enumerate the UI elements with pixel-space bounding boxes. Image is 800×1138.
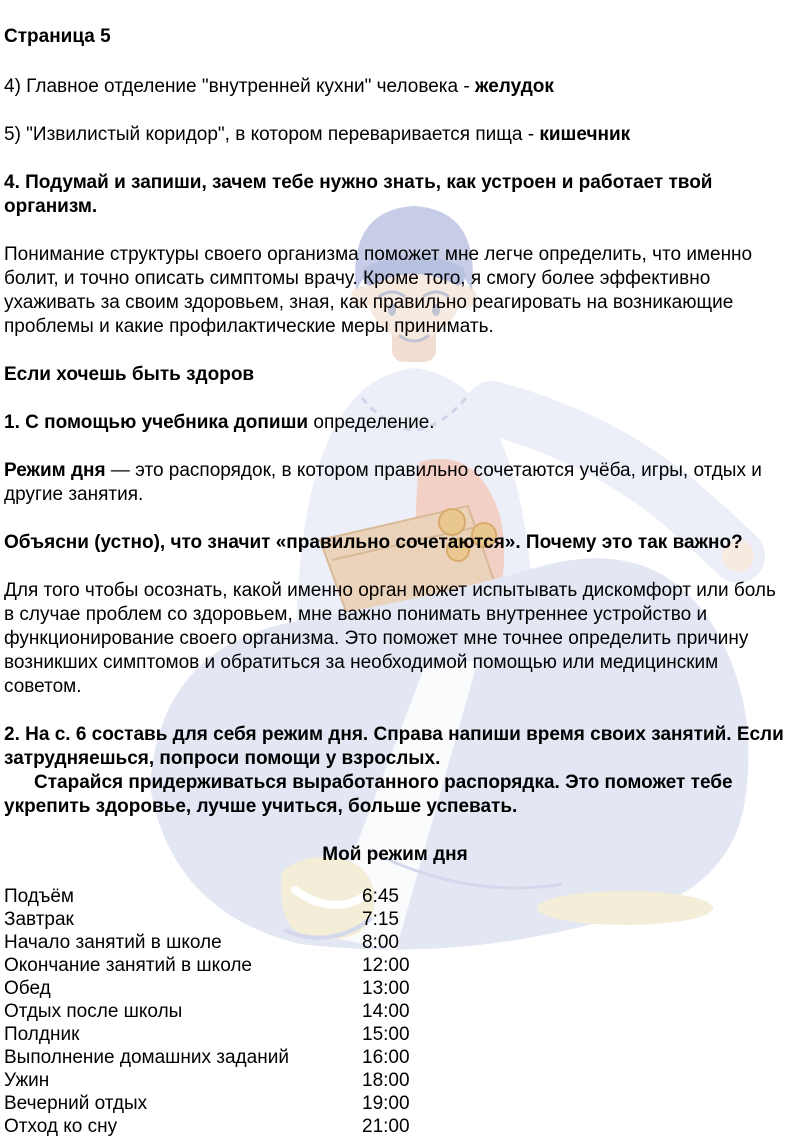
schedule-time: 14:00	[362, 1001, 410, 1022]
schedule-time: 12:00	[362, 955, 410, 976]
schedule-activity: Окончание занятий в школе	[4, 955, 252, 976]
schedule-row	[4, 931, 786, 954]
schedule-row	[4, 885, 786, 908]
oral-question: Объясни (устно), что значит «правильно сочетаются». Почему это так важно?	[4, 532, 743, 553]
schedule-activity: Начало занятий в школе	[4, 932, 222, 953]
schedule-row	[4, 977, 786, 1000]
schedule-time: 8:00	[362, 932, 399, 953]
task-2-heading: 2. На с. 6 составь для себя режим дня. Справа напиши время своих занятий. Если затрудняешься, попроси помощи у взрослых.	[4, 724, 784, 769]
schedule-activity: Полдник	[4, 1024, 80, 1045]
quiz-item-5-answer: кишечник	[539, 124, 631, 145]
task-1-answer: определение.	[308, 412, 435, 433]
schedule-row	[4, 1023, 786, 1046]
oral-question-answer: Для того чтобы осознать, какой именно орган может испытывать дискомфорт или боль в случае проблем со здоровьем, мне важно понимать внутреннее устройство и функционирование своего организма. Это поможет мне точнее определить причину возникших симптомов и обратиться за необходимой помощью или медицинским советом.	[4, 580, 776, 697]
page-title: Страница 5	[4, 26, 111, 47]
quiz-item-5	[4, 123, 786, 147]
schedule-activity: Отдых после школы	[4, 1001, 183, 1022]
schedule-row	[4, 1000, 786, 1023]
schedule-row	[4, 908, 786, 931]
schedule-activity: Обед	[4, 978, 51, 999]
schedule-activity: Вечерний отдых	[4, 1093, 148, 1114]
schedule-activity: Отход ко сну	[4, 1116, 118, 1137]
schedule-time: 7:15	[362, 909, 399, 930]
schedule-time: 13:00	[362, 978, 410, 999]
task-4-heading: 4. Подумай и запиши, зачем тебе нужно знать, как устроен и работает твой организм.	[4, 172, 713, 217]
task-1-prompt: 1. С помощью учебника допиши	[4, 412, 309, 433]
quiz-item-4-text: 4) Главное отделение "внутренней кухни" человека -	[4, 76, 475, 97]
definition-text: — это распорядок, в котором правильно сочетаются учёба, игры, отдых и другие занятия.	[4, 460, 762, 505]
schedule-title: Мой режим дня	[322, 844, 468, 865]
schedule-activity: Завтрак	[4, 909, 74, 930]
schedule-activity: Подъём	[4, 886, 74, 907]
schedule-activity: Выполнение домашних заданий	[4, 1047, 289, 1068]
schedule-time: 18:00	[362, 1070, 410, 1091]
schedule-time: 6:45	[362, 886, 399, 907]
section-heading: Если хочешь быть здоров	[4, 364, 255, 385]
schedule-time: 16:00	[362, 1047, 410, 1068]
task-2-heading-cont: Старайся придерживаться выработанного распорядка. Это поможет тебе укрепить здоровье, лучше учиться, больше успевать.	[4, 772, 733, 817]
task-1-line	[4, 411, 786, 435]
definition-line	[4, 459, 786, 507]
schedule-time: 19:00	[362, 1093, 410, 1114]
quiz-item-4-answer: желудок	[475, 76, 554, 97]
schedule-time: 15:00	[362, 1024, 410, 1045]
schedule-row	[4, 1069, 786, 1092]
schedule-row	[4, 1092, 786, 1115]
quiz-item-5-text: 5) "Извилистый коридор", в котором переваривается пища -	[4, 124, 540, 145]
quiz-item-4	[4, 75, 786, 99]
definition-term: Режим дня	[4, 460, 106, 481]
schedule-list	[4, 885, 786, 1138]
task-4-answer: Понимание структуры своего организма поможет мне легче определить, что именно болит, и точно описать симптомы врачу. Кроме того, я смогу более эффективно ухаживать за своим здоровьем, зная, как правильно реагировать на возникающие проблемы и какие профилактические меры принимать.	[4, 244, 753, 337]
schedule-row	[4, 1046, 786, 1069]
schedule-time: 21:00	[362, 1116, 410, 1137]
schedule-activity: Ужин	[4, 1070, 50, 1091]
schedule-row	[4, 1115, 786, 1138]
schedule-row	[4, 954, 786, 977]
